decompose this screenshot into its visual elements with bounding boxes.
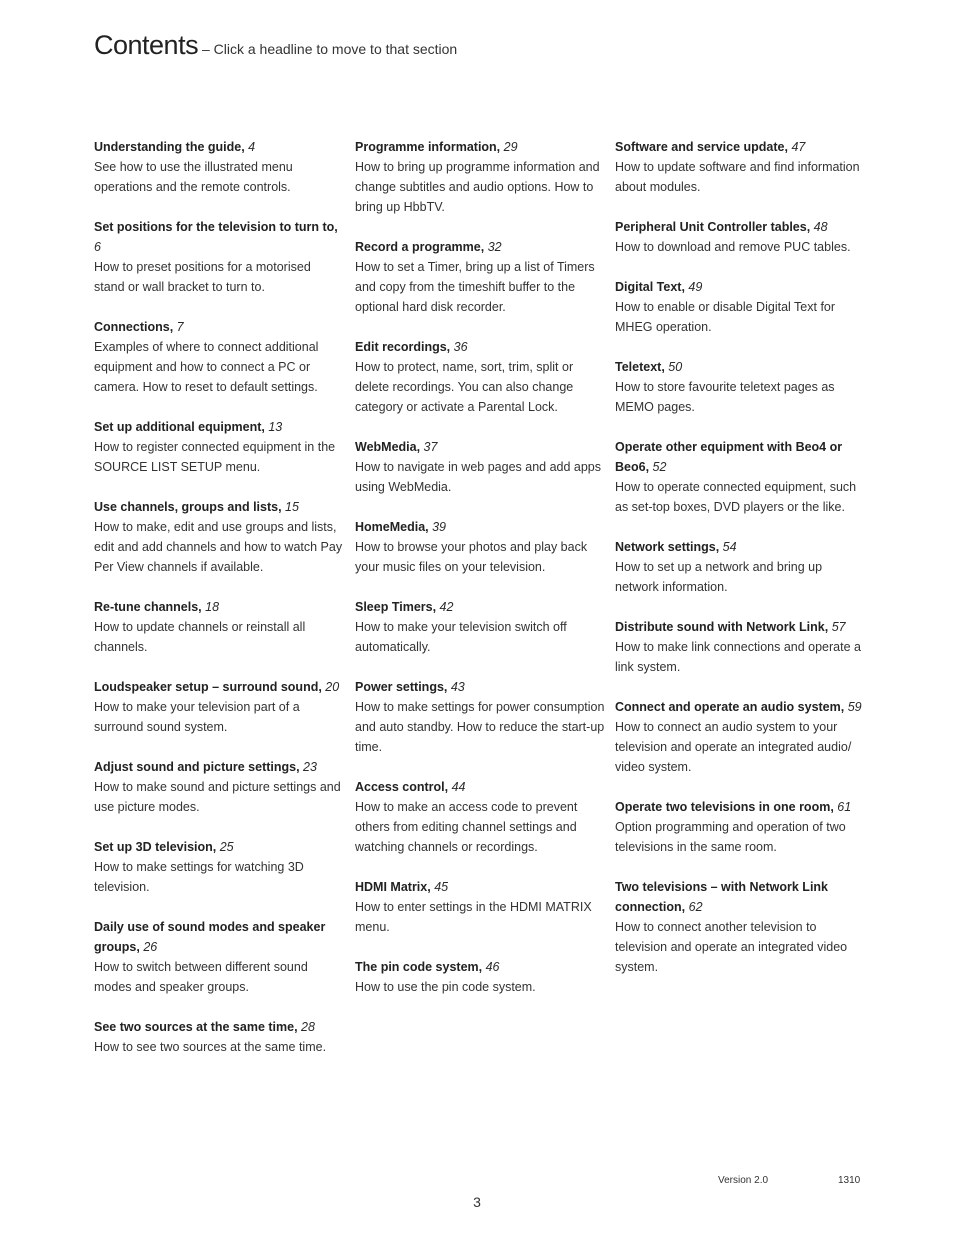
contents-entry[interactable] (94, 417, 344, 477)
entry-page-number[interactable]: 23 (303, 760, 317, 774)
contents-entry[interactable] (94, 917, 344, 997)
entry-title[interactable]: Re-tune channels, (94, 600, 206, 614)
entry-page-number[interactable]: 4 (248, 140, 256, 154)
contents-entry[interactable] (94, 837, 344, 897)
entry-title[interactable]: Digital Text, (615, 280, 689, 294)
entry-description: How to make, edit and use groups and lists, edit and add channels and how to watch Pay Per View channels if available. (94, 520, 343, 574)
entry-title[interactable]: Set up additional equipment, (94, 420, 269, 434)
entry-title[interactable]: Connections, (94, 320, 177, 334)
entry-headline-link[interactable] (94, 677, 344, 697)
entry-description: How to navigate in web pages and add apps using WebMedia. (355, 460, 602, 494)
contents-entry[interactable] (355, 517, 605, 577)
entry-headline-link[interactable] (94, 917, 344, 957)
entry-description: How to use the pin code system. (355, 980, 536, 994)
entry-headline-link[interactable] (615, 277, 865, 297)
contents-entry[interactable] (94, 677, 344, 737)
entry-headline-link[interactable] (94, 837, 344, 857)
entry-title[interactable]: Operate two televisions in one room, (615, 800, 838, 814)
entry-title[interactable]: Connect and operate an audio system, (615, 700, 848, 714)
contents-entry[interactable] (615, 437, 865, 517)
contents-entry[interactable] (615, 797, 865, 857)
entry-description: How to set up a network and bring up network information. (615, 560, 823, 594)
contents-entry[interactable] (615, 137, 865, 197)
entry-description: How to register connected equipment in the SOURCE LIST SETUP menu. (94, 440, 336, 474)
contents-column-2 (355, 137, 605, 1017)
entry-page-number[interactable]: 37 (423, 440, 438, 454)
entry-title[interactable]: HDMI Matrix, (355, 880, 435, 894)
entry-headline-link[interactable] (94, 497, 344, 517)
contents-entry[interactable] (355, 877, 605, 937)
entry-description: How to bring up programme information and change subtitles and audio options. How to bring up HbbTV. (355, 160, 600, 214)
contents-entry[interactable] (94, 597, 344, 657)
entry-title[interactable]: HomeMedia, (355, 520, 433, 534)
entry-headline-link[interactable] (355, 957, 605, 977)
version-label: Version 2.0 (718, 1175, 769, 1186)
page-subtitle: – Click a headline to move to that section (198, 41, 458, 57)
contents-entry[interactable] (94, 217, 344, 297)
entry-page-number[interactable]: 54 (722, 540, 737, 554)
entry-title[interactable]: Operate other equipment with Beo4 or Beo6, (615, 440, 843, 474)
document-code: 1310 (838, 1175, 861, 1186)
contents-column-3 (615, 137, 865, 997)
entry-description: How to enable or disable Digital Text for MHEG operation. (615, 300, 836, 334)
entry-page-number[interactable]: 45 (434, 880, 449, 894)
entry-page-number[interactable]: 42 (439, 600, 454, 614)
entry-title[interactable]: Network settings, (615, 540, 723, 554)
entry-headline-link[interactable] (355, 677, 605, 697)
entry-description: How to make link connections and operate a link system. (615, 640, 861, 674)
entry-title[interactable]: Power settings, (355, 680, 451, 694)
contents-entry[interactable] (355, 337, 605, 417)
entry-title[interactable]: Sleep Timers, (355, 600, 440, 614)
entry-page-number[interactable]: 46 (485, 960, 500, 974)
entry-title[interactable]: See two sources at the same time, (94, 1020, 302, 1034)
entry-title[interactable]: Distribute sound with Network Link, (615, 620, 832, 634)
entry-headline-link[interactable] (355, 777, 605, 797)
entry-headline-link[interactable] (615, 617, 865, 637)
entry-title[interactable]: Set positions for the television to turn to, (94, 220, 338, 234)
entry-headline-link[interactable] (94, 597, 344, 617)
contents-entry[interactable] (94, 1017, 344, 1057)
entry-headline-link[interactable] (94, 137, 344, 157)
contents-entry[interactable] (355, 237, 605, 317)
entry-headline-link[interactable] (355, 237, 605, 257)
entry-headline-link[interactable] (94, 417, 344, 437)
entry-headline-link[interactable] (615, 357, 865, 377)
entry-description: How to make sound and picture settings and use picture modes. (94, 780, 341, 814)
entry-description: How to see two sources at the same time. (94, 1040, 327, 1054)
entry-description: How to make settings for watching 3D television. (94, 860, 304, 894)
contents-entry[interactable] (355, 597, 605, 657)
entry-title[interactable]: Edit recordings, (355, 340, 454, 354)
entry-description: How to operate connected equipment, such as set-top boxes, DVD players or the like. (615, 480, 857, 514)
contents-entry[interactable] (355, 677, 605, 757)
entry-description: How to protect, name, sort, trim, split or delete recordings. You can also change category or activate a Parental Lock. (355, 360, 574, 414)
entry-headline-link[interactable] (94, 317, 344, 337)
entry-headline-link[interactable] (615, 437, 865, 477)
entry-title[interactable]: Teletext, (615, 360, 669, 374)
entry-page-number[interactable]: 18 (205, 600, 220, 614)
entry-page-number[interactable]: 29 (503, 140, 518, 154)
entry-description: How to store favourite teletext pages as MEMO pages. (615, 380, 835, 414)
contents-entry[interactable] (355, 137, 605, 217)
entry-title[interactable]: Use channels, groups and lists, (94, 500, 286, 514)
entry-description: How to make an access code to prevent others from editing channel settings and watching channels or recordings. (355, 800, 578, 854)
entry-title[interactable]: Access control, (355, 780, 452, 794)
entry-page-number[interactable]: 44 (451, 780, 466, 794)
entry-description: How to update software and find information about modules. (615, 160, 860, 194)
contents-entry[interactable] (615, 617, 865, 677)
entry-page-number[interactable]: 6 (94, 240, 101, 254)
entry-description: Examples of where to connect additional equipment and how to connect a PC or camera. How to reset to default settings. (94, 340, 319, 394)
contents-entry[interactable] (94, 757, 344, 817)
entry-headline-link[interactable] (355, 437, 605, 457)
entry-page-number[interactable]: 61 (837, 800, 852, 814)
entry-page-number[interactable]: 32 (487, 240, 502, 254)
entry-page-number[interactable]: 39 (432, 520, 447, 534)
entry-description: How to download and remove PUC tables. (615, 240, 851, 254)
entry-description: How to preset positions for a motorised stand or wall bracket to turn to. (94, 260, 311, 294)
entry-title[interactable]: The pin code system, (355, 960, 486, 974)
entry-title[interactable]: Two televisions – with Network Link connection, (615, 880, 829, 914)
entry-description: How to switch between different sound modes and speaker groups. (94, 960, 308, 994)
entry-description: How to enter settings in the HDMI MATRIX menu. (355, 900, 592, 934)
contents-entry[interactable] (615, 537, 865, 597)
entry-headline-link[interactable] (615, 797, 865, 817)
page-header (94, 30, 457, 61)
entry-headline-link[interactable] (615, 137, 865, 157)
entry-page-number[interactable]: 15 (285, 500, 299, 514)
entry-headline-link[interactable] (355, 877, 605, 897)
contents-entry[interactable] (615, 697, 865, 777)
entry-title[interactable]: Daily use of sound modes and speaker groups, (94, 920, 326, 954)
contents-entry[interactable] (615, 277, 865, 337)
entry-headline-link[interactable] (355, 517, 605, 537)
entry-headline-link[interactable] (94, 217, 344, 257)
entry-headline-link[interactable] (615, 697, 865, 717)
entry-page-number[interactable]: 57 (831, 620, 846, 634)
entry-description: How to browse your photos and play back your music files on your television. (355, 540, 588, 574)
entry-description: How to make settings for power consumption and auto standby. How to reduce the start-up time. (355, 700, 605, 754)
contents-column-1 (94, 137, 344, 1077)
contents-entry[interactable] (94, 497, 344, 577)
entry-headline-link[interactable] (355, 137, 605, 157)
contents-entry[interactable] (615, 877, 865, 977)
page-title: Contents (94, 30, 199, 60)
contents-entry[interactable] (355, 957, 605, 997)
entry-page-number[interactable]: 52 (652, 460, 667, 474)
contents-entry[interactable] (355, 777, 605, 857)
contents-entry[interactable] (94, 317, 344, 397)
entry-title[interactable]: Software and service update, (615, 140, 792, 154)
entry-headline-link[interactable] (94, 1017, 344, 1037)
contents-entry[interactable] (615, 357, 865, 417)
entry-description: Option programming and operation of two televisions in the same room. (615, 820, 846, 854)
entry-page-number[interactable]: 25 (219, 840, 234, 854)
entry-page-number[interactable]: 7 (176, 320, 184, 334)
entry-description: How to make your television part of a surround sound system. (94, 700, 300, 734)
entry-page-number[interactable]: 13 (268, 420, 283, 434)
entry-description: How to set a Timer, bring up a list of Timers and copy from the timeshift buffer to the optional hard disk recorder. (355, 260, 595, 314)
entry-page-number[interactable]: 48 (813, 220, 828, 234)
contents-entry[interactable] (94, 137, 344, 197)
entry-headline-link[interactable] (615, 217, 865, 237)
entry-page-number[interactable]: 47 (791, 140, 806, 154)
entry-page-number[interactable]: 62 (688, 900, 703, 914)
entry-description: See how to use the illustrated menu operations and the remote controls. (94, 160, 293, 194)
entry-title[interactable]: WebMedia, (355, 440, 424, 454)
entry-page-number[interactable]: 59 (847, 700, 862, 714)
entry-title[interactable]: Adjust sound and picture settings, (94, 760, 304, 774)
entry-title[interactable]: Record a programme, (355, 240, 488, 254)
entry-page-number[interactable]: 28 (301, 1020, 315, 1034)
entry-title[interactable]: Programme information, (355, 140, 504, 154)
entry-description: How to connect an audio system to your television and operate an integrated audio/ video system. (615, 720, 852, 774)
entry-title[interactable]: Understanding the guide, (94, 140, 249, 154)
page-number: 3 (473, 1194, 481, 1210)
entry-page-number[interactable]: 36 (453, 340, 468, 354)
entry-headline-link[interactable] (355, 597, 605, 617)
entry-page-number[interactable]: 20 (325, 680, 340, 694)
contents-entry[interactable] (615, 217, 865, 257)
entry-description: How to connect another television to television and operate an integrated video system. (615, 920, 848, 974)
contents-entry[interactable] (355, 437, 605, 497)
entry-description: How to make your television switch off automatically. (355, 620, 567, 654)
entry-headline-link[interactable] (355, 337, 605, 357)
entry-page-number[interactable]: 43 (450, 680, 465, 694)
entry-title[interactable]: Peripheral Unit Controller tables, (615, 220, 814, 234)
entry-headline-link[interactable] (94, 757, 344, 777)
entry-headline-link[interactable] (615, 537, 865, 557)
entry-description: How to update channels or reinstall all channels. (94, 620, 306, 654)
entry-page-number[interactable]: 50 (668, 360, 683, 374)
entry-page-number[interactable]: 49 (688, 280, 703, 294)
entry-title[interactable]: Loudspeaker setup – surround sound, (94, 680, 326, 694)
entry-title[interactable]: Set up 3D television, (94, 840, 220, 854)
entry-page-number[interactable]: 26 (143, 940, 158, 954)
entry-headline-link[interactable] (615, 877, 865, 917)
